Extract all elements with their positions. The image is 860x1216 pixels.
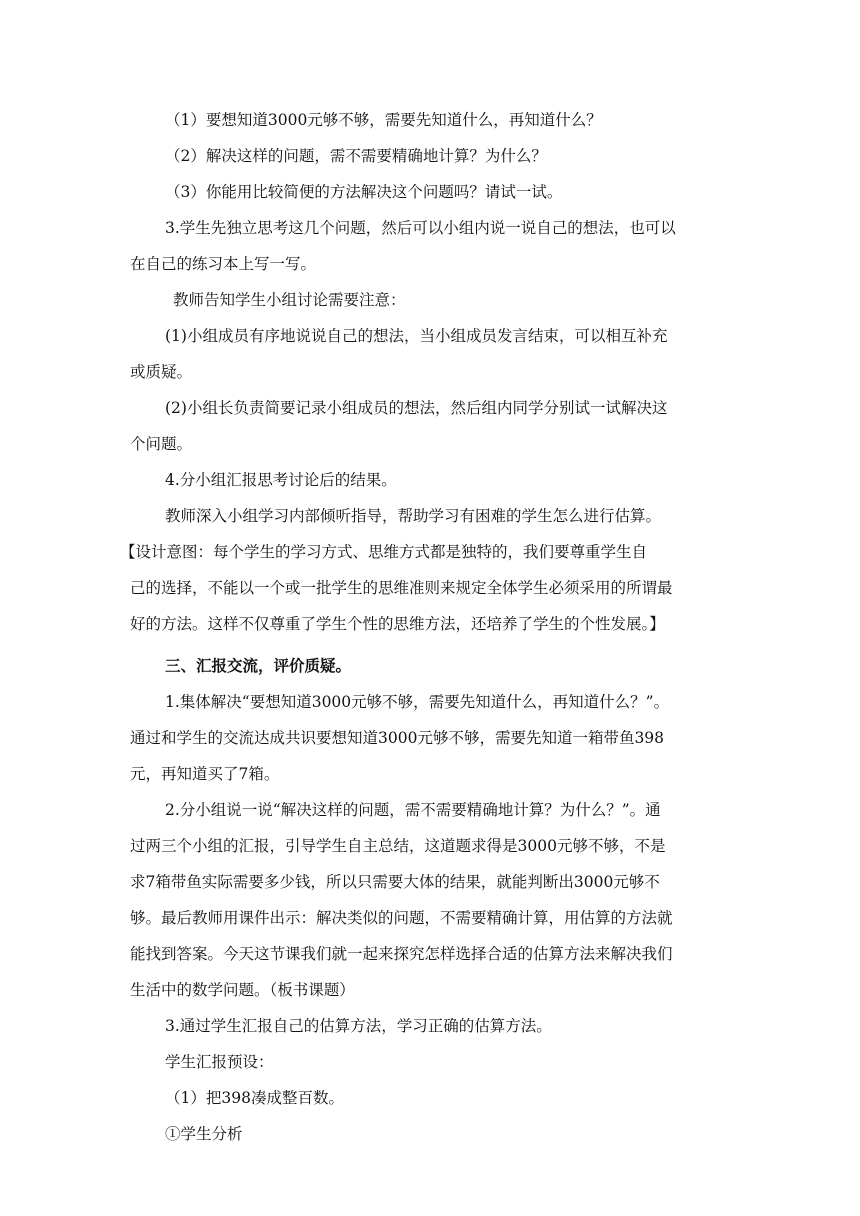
section-3: 3.通过学生汇报自己的估算方法，学习正确的估算方法。 xyxy=(165,1017,552,1035)
report-preset: 学生汇报预设： xyxy=(165,1053,274,1071)
rule-1-line-1: (1)小组成员有序地说说自己的想法，当小组成员发言结束，可以相互补充 xyxy=(165,327,668,345)
design-intent-line-2: 己的选择，不能以一个或一批学生的思维准则来规定全体学生必须采用的所谓最 xyxy=(130,579,673,597)
section-1-line-2: 通过和学生的交流达成共识要想知道3000元够不够，需要先知道一箱带鱼398 xyxy=(130,729,665,747)
section-2-line-2: 过两三个小组的汇报，引导学生自主总结，这道题求得是3000元够不够，不是 xyxy=(130,837,666,855)
step-4: 4.分小组汇报思考讨论后的结果。 xyxy=(165,471,397,489)
question-3: （3）你能用比较简便的方法解决这个问题吗？请试一试。 xyxy=(165,183,563,201)
design-intent-line-3: 好的方法。这样不仅尊重了学生个性的思维方法，还培养了学生的个性发展。】 xyxy=(130,615,665,633)
design-intent-line-1: 【设计意图：每个学生的学习方式、思维方式都是独特的，我们要尊重学生自 xyxy=(120,543,648,561)
section-1-line-3: 元，再知道买了7箱。 xyxy=(130,765,280,783)
preset-1-analysis: ①学生分析 xyxy=(165,1125,243,1143)
section-2-line-5: 能找到答案。今天这节课我们就一起来探究怎样选择合适的估算方法来解决我们 xyxy=(130,945,673,963)
section-1-line-1: 1.集体解决“要想知道3000元够不够，需要先知道什么，再知道什么？”。 xyxy=(165,693,670,711)
teacher-guidance: 教师深入小组学习内部倾听指导，帮助学习有困难的学生怎么进行估算。 xyxy=(165,507,662,525)
rule-2-line-1: (2)小组长负责简要记录小组成员的想法，然后组内同学分别试一试解决这 xyxy=(165,399,668,417)
step-3-line-2: 在自己的练习本上写一写。 xyxy=(130,255,317,273)
rule-2-line-2: 个问题。 xyxy=(130,435,193,453)
section-heading: 三、汇报交流，评价质疑。 xyxy=(165,656,352,675)
question-2: （2）解决这样的问题，需不需要精确地计算？为什么？ xyxy=(165,147,547,165)
rule-1-line-2: 或质疑。 xyxy=(130,363,193,381)
section-2-line-3: 求7箱带鱼实际需要多少钱，所以只需要大体的结果，就能判断出3000元够不 xyxy=(130,873,660,891)
section-2-line-1: 2.分小组说一说“解决这样的问题，需不需要精确地计算？为什么？”。通 xyxy=(165,801,661,819)
teacher-note: 教师告知学生小组讨论需要注意： xyxy=(173,291,406,309)
preset-1: （1）把398凑成整百数。 xyxy=(165,1089,344,1107)
step-3-line-1: 3.学生先独立思考这几个问题，然后可以小组内说一说自己的想法，也可以 xyxy=(165,219,676,237)
section-2-line-4: 够。最后教师用课件出示：解决类似的问题，不需要精确计算，用估算的方法就 xyxy=(130,909,673,927)
question-1: （1）要想知道3000元够不够，需要先知道什么，再知道什么？ xyxy=(165,111,602,129)
section-2-line-6: 生活中的数学问题。（板书课题） xyxy=(130,981,355,999)
